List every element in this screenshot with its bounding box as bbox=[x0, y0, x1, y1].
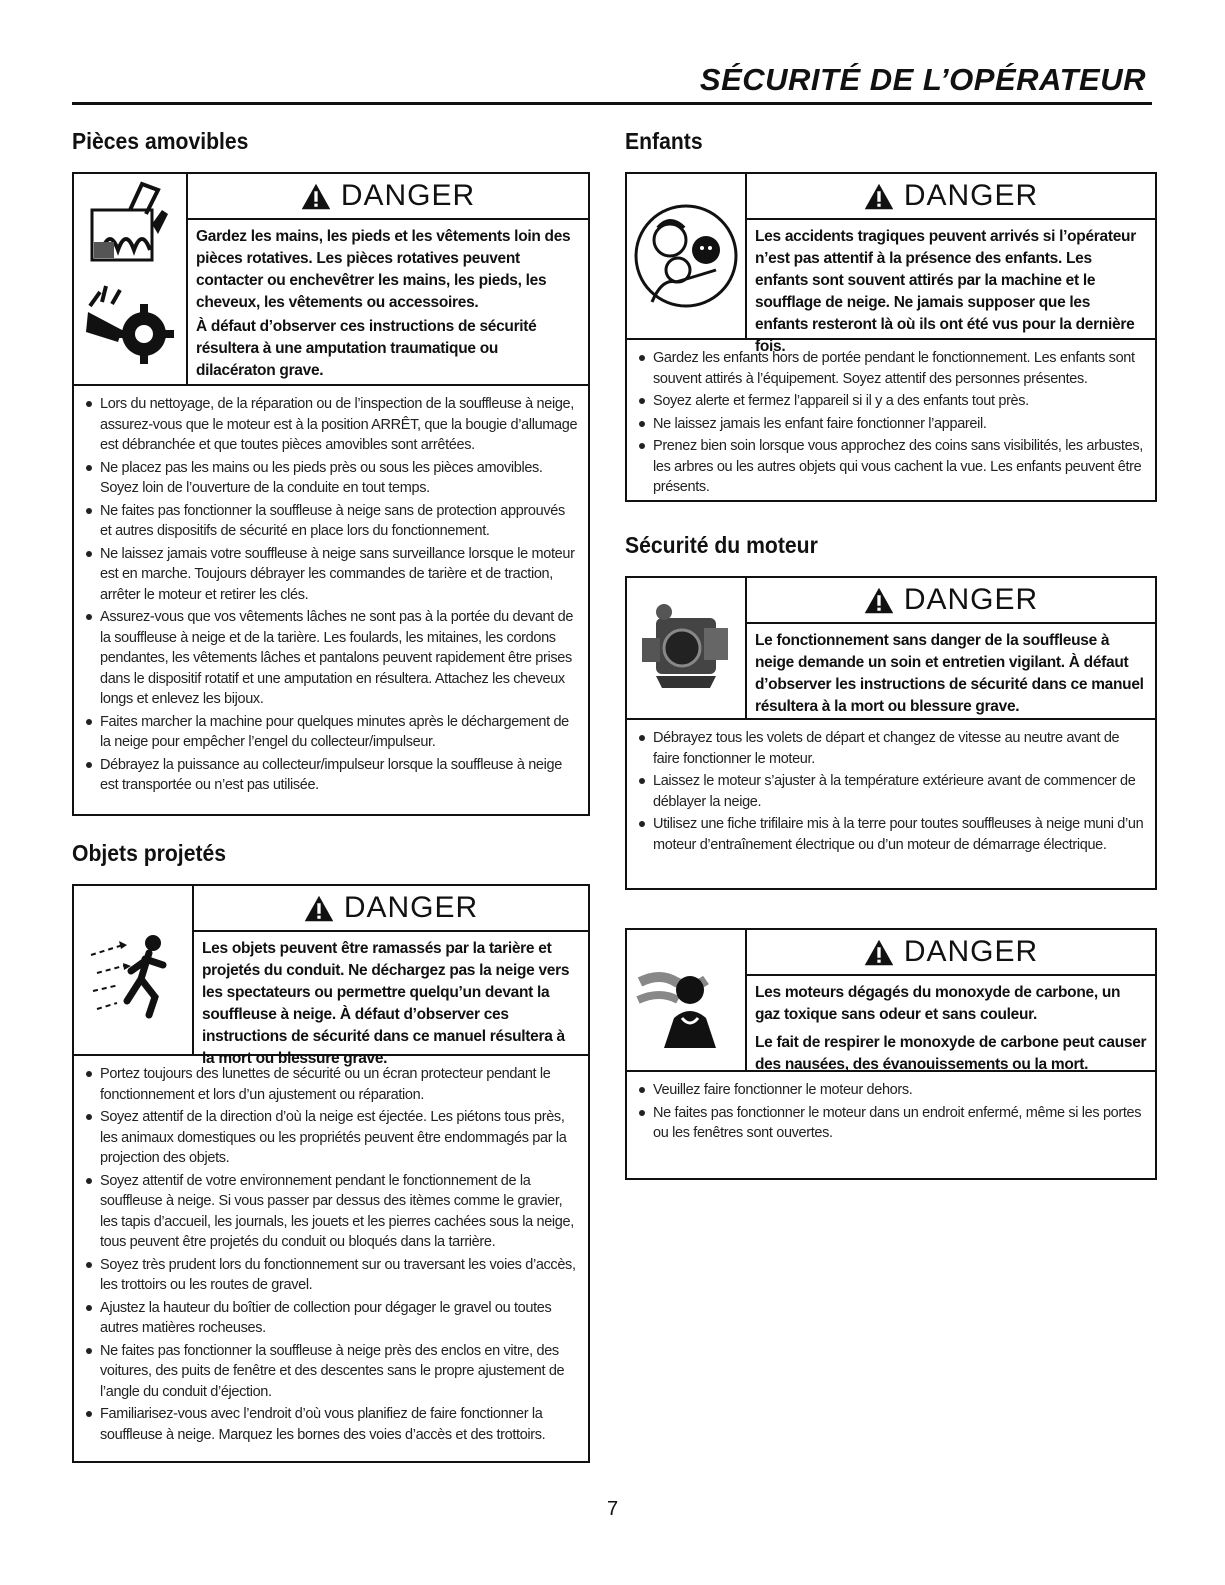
list-item: Veuillez faire fonctionner le moteur dehors. bbox=[639, 1080, 1145, 1101]
danger-header bbox=[194, 886, 588, 932]
thrown-objects-hazard-icon bbox=[74, 886, 194, 1054]
engine-icon bbox=[627, 578, 747, 718]
page-header bbox=[72, 58, 1152, 105]
danger-text bbox=[188, 220, 588, 392]
list-item: Familiarisez-vous avec l’endroit d’où vous planifiez de faire fonctionner la souffleuse à neige. Marquez les bornes des voies d’accès et des trottoirs. bbox=[86, 1404, 578, 1445]
danger-label: DANGER bbox=[903, 583, 1039, 616]
children-hazard-icon bbox=[627, 174, 747, 338]
danger-header bbox=[747, 578, 1155, 624]
list-item: Ne laissez jamais votre souffleuse à neige sans surveillance lorsque le moteur est en marche. Toujours débrayer les commandes de tarière et de traction, arrêter le moteur et retirer les clés. bbox=[86, 544, 578, 606]
warning-triangle-icon bbox=[304, 895, 334, 922]
moving-parts-hazard-icon bbox=[74, 174, 188, 384]
page-title: SÉCURITÉ DE L’OPÉRATEUR bbox=[699, 62, 1146, 97]
list-item: Débrayez la puissance au collecteur/impulseur lorsque la souffleuse à neige est transportée ou n’est pas utilisée. bbox=[86, 755, 578, 796]
list-item: Laissez le moteur s’ajuster à la température extérieure avant de commencer de déblayer la neige. bbox=[639, 771, 1145, 812]
section-title-securite-du-moteur: Sécurité du moteur bbox=[625, 532, 818, 558]
danger-paragraph: Gardez les mains, les pieds et les vêtements loin des pièces rotatives. Les pièces rotatives peuvent contacter ou enchevêtrer les mains, les pieds, les cheveux, les vêtements ou accessoires. bbox=[196, 228, 571, 311]
warning-triangle-icon bbox=[864, 939, 894, 966]
list-item: Soyez très prudent lors du fonctionnement sur ou traversant les voies d’accès, les trottoirs ou les routes de gravel. bbox=[86, 1255, 578, 1296]
danger-paragraph: À défaut d’observer ces instructions de sécurité résultera à une amputation traumatique ou dilacératon grave. bbox=[196, 318, 537, 379]
danger-box-carbon-monoxide bbox=[625, 928, 1157, 1180]
list-item: Soyez attentif de la direction d’où la neige est éjectée. Les piétons tous près, les animaux domestiques ou les propriétés peuvent être endommagés par la projection des objets. bbox=[86, 1107, 578, 1169]
danger-box-thrown-objects bbox=[72, 884, 590, 1463]
bullet-list bbox=[627, 720, 1155, 867]
danger-header bbox=[747, 174, 1155, 220]
danger-paragraph: Les moteurs dégagés du monoxyde de carbone, un gaz toxique sans odeur et sans couleur. bbox=[755, 984, 1121, 1023]
danger-label: DANGER bbox=[343, 891, 479, 924]
danger-paragraph: Le fait de respirer le monoxyde de carbone peut causer des nausées, des évanouissements ou la mort. bbox=[755, 1034, 1147, 1073]
list-item: Ne faites pas fonctionner la souffleuse à neige près des enclos en vitre, des voitures, des puits de fenêtre et des descentes sans le propre ajustement de l’angle du conduit d’éjection. bbox=[86, 1341, 578, 1403]
list-item: Ne laissez jamais les enfant faire fonctionner l’appareil. bbox=[639, 414, 1145, 435]
section-title-enfants: Enfants bbox=[625, 128, 703, 154]
danger-label: DANGER bbox=[903, 935, 1039, 968]
bullet-list bbox=[74, 386, 588, 808]
warning-triangle-icon bbox=[301, 183, 331, 210]
list-item: Faites marcher la machine pour quelques minutes après le déchargement de la neige pour empêcher l’engel du collecteur/impulseur. bbox=[86, 712, 578, 753]
danger-paragraph: Les objets peuvent être ramassés par la tarière et projetés du conduit. Ne déchargez pas la neige vers les spectateurs ou permettre quelqu’un devant la souffleuse à neige. À défaut d’observer ces instructions de sécurité dans ce manuel résultera à la mort ou blessure grave. bbox=[202, 940, 570, 1067]
bullet-list bbox=[627, 340, 1155, 510]
right-column bbox=[625, 128, 1157, 1180]
danger-label: DANGER bbox=[903, 179, 1039, 212]
danger-text bbox=[747, 976, 1155, 1086]
danger-header bbox=[188, 174, 588, 220]
danger-paragraph: Le fonctionnement sans danger de la souffleuse à neige demande un soin et entretien vigilant. À défaut d’observer les instructions de sécurité dans ce manuel résultera à la mort ou blessure grave. bbox=[755, 632, 1144, 715]
list-item: Ajustez la hauteur du boîtier de collection pour dégager le gravel ou toutes autres matières rocheuses. bbox=[86, 1298, 578, 1339]
list-item: Portez toujours des lunettes de sécurité ou un écran protecteur pendant le fonctionnement et lors d’un ajustement ou réparation. bbox=[86, 1064, 578, 1105]
danger-box-children bbox=[625, 172, 1157, 502]
danger-header bbox=[747, 930, 1155, 976]
warning-triangle-icon bbox=[864, 183, 894, 210]
section-title-objets-projetes: Objets projetés bbox=[72, 840, 227, 866]
list-item: Soyez attentif de votre environnement pendant le fonctionnement de la souffleuse à neige. Si vous passer par dessus des itèmes comme le gravier, les tapis d’accueil, les journals, les jouets et les pierres cachées sous la neige, tous peuvent être projetés du conduit ou bloqués dans la tarrière. bbox=[86, 1171, 578, 1253]
danger-box-moving-parts bbox=[72, 172, 590, 816]
bullet-list bbox=[627, 1072, 1155, 1156]
list-item: Utilisez une fiche trifilaire mis à la terre pour toutes souffleuses à neige muni d’un moteur d’entraînement électrique ou d’un moteur de démarrage électrique. bbox=[639, 814, 1145, 855]
left-column bbox=[72, 128, 590, 1463]
danger-text bbox=[747, 624, 1155, 728]
list-item: Soyez alerte et fermez l’appareil si il y a des enfants tout près. bbox=[639, 391, 1145, 412]
bullet-list bbox=[74, 1056, 588, 1457]
list-item: Lors du nettoyage, de la réparation ou de l’inspection de la souffleuse à neige, assurez-vous que le moteur est à la position ARRÊT, que la bougie d’allumage est débranchée et que toutes pièces amovibles sont arrêtées. bbox=[86, 394, 578, 456]
danger-box-engine bbox=[625, 576, 1157, 890]
danger-text bbox=[747, 220, 1155, 368]
list-item: Débrayez tous les volets de départ et changez de vitesse au neutre avant de faire fonctionner le moteur. bbox=[639, 728, 1145, 769]
danger-label: DANGER bbox=[340, 179, 476, 212]
warning-triangle-icon bbox=[864, 587, 894, 614]
carbon-monoxide-hazard-icon bbox=[627, 930, 747, 1070]
page-number: 7 bbox=[606, 1498, 619, 1520]
danger-paragraph: Les accidents tragiques peuvent arrivés si l’opérateur n’est pas attentif à la présence des enfants. Les enfants sont souvent attirés par la machine et le soufflage de neige. Ne jamais supposer que les enfants resteront là où ils ont été vus pour la dernière fois. bbox=[755, 228, 1136, 355]
list-item: Prenez bien soin lorsque vous approchez des coins sans visibilités, les arbustes, les arbres ou les autres objets qui vous cachent la vue. Les enfants peuvent être présents. bbox=[639, 436, 1145, 498]
danger-text bbox=[194, 932, 588, 1080]
list-item: Ne placez pas les mains ou les pieds près ou sous les pièces amovibles. Soyez loin de l’ouverture de la conduite en tout temps. bbox=[86, 458, 578, 499]
list-item: Ne faites pas fonctionner le moteur dans un endroit enfermé, même si les portes ou les fenêtres sont ouvertes. bbox=[639, 1103, 1145, 1144]
list-item: Gardez les enfants hors de portée pendant le fonctionnement. Les enfants sont souvent attirés à l’équipement. Soyez attentif des personnes présentes. bbox=[639, 348, 1145, 389]
section-title-pieces-amovibles: Pièces amovibles bbox=[72, 128, 249, 154]
list-item: Assurez-vous que vos vêtements lâches ne sont pas à la portée du devant de la souffleuse à neige et de la tarière. Les foulards, les mitaines, les cordons pendantes, les vêtements lâches et pantalons peuvent rapidement être prises dans le dispositif rotatif et une amputation en résultera. Attachez les cheveux longs et enlevez les bijoux. bbox=[86, 607, 578, 710]
list-item: Ne faites pas fonctionner la souffleuse à neige sans de protection approuvés et autres dispositifs de sécurité en place lors du fonctionnement. bbox=[86, 501, 578, 542]
